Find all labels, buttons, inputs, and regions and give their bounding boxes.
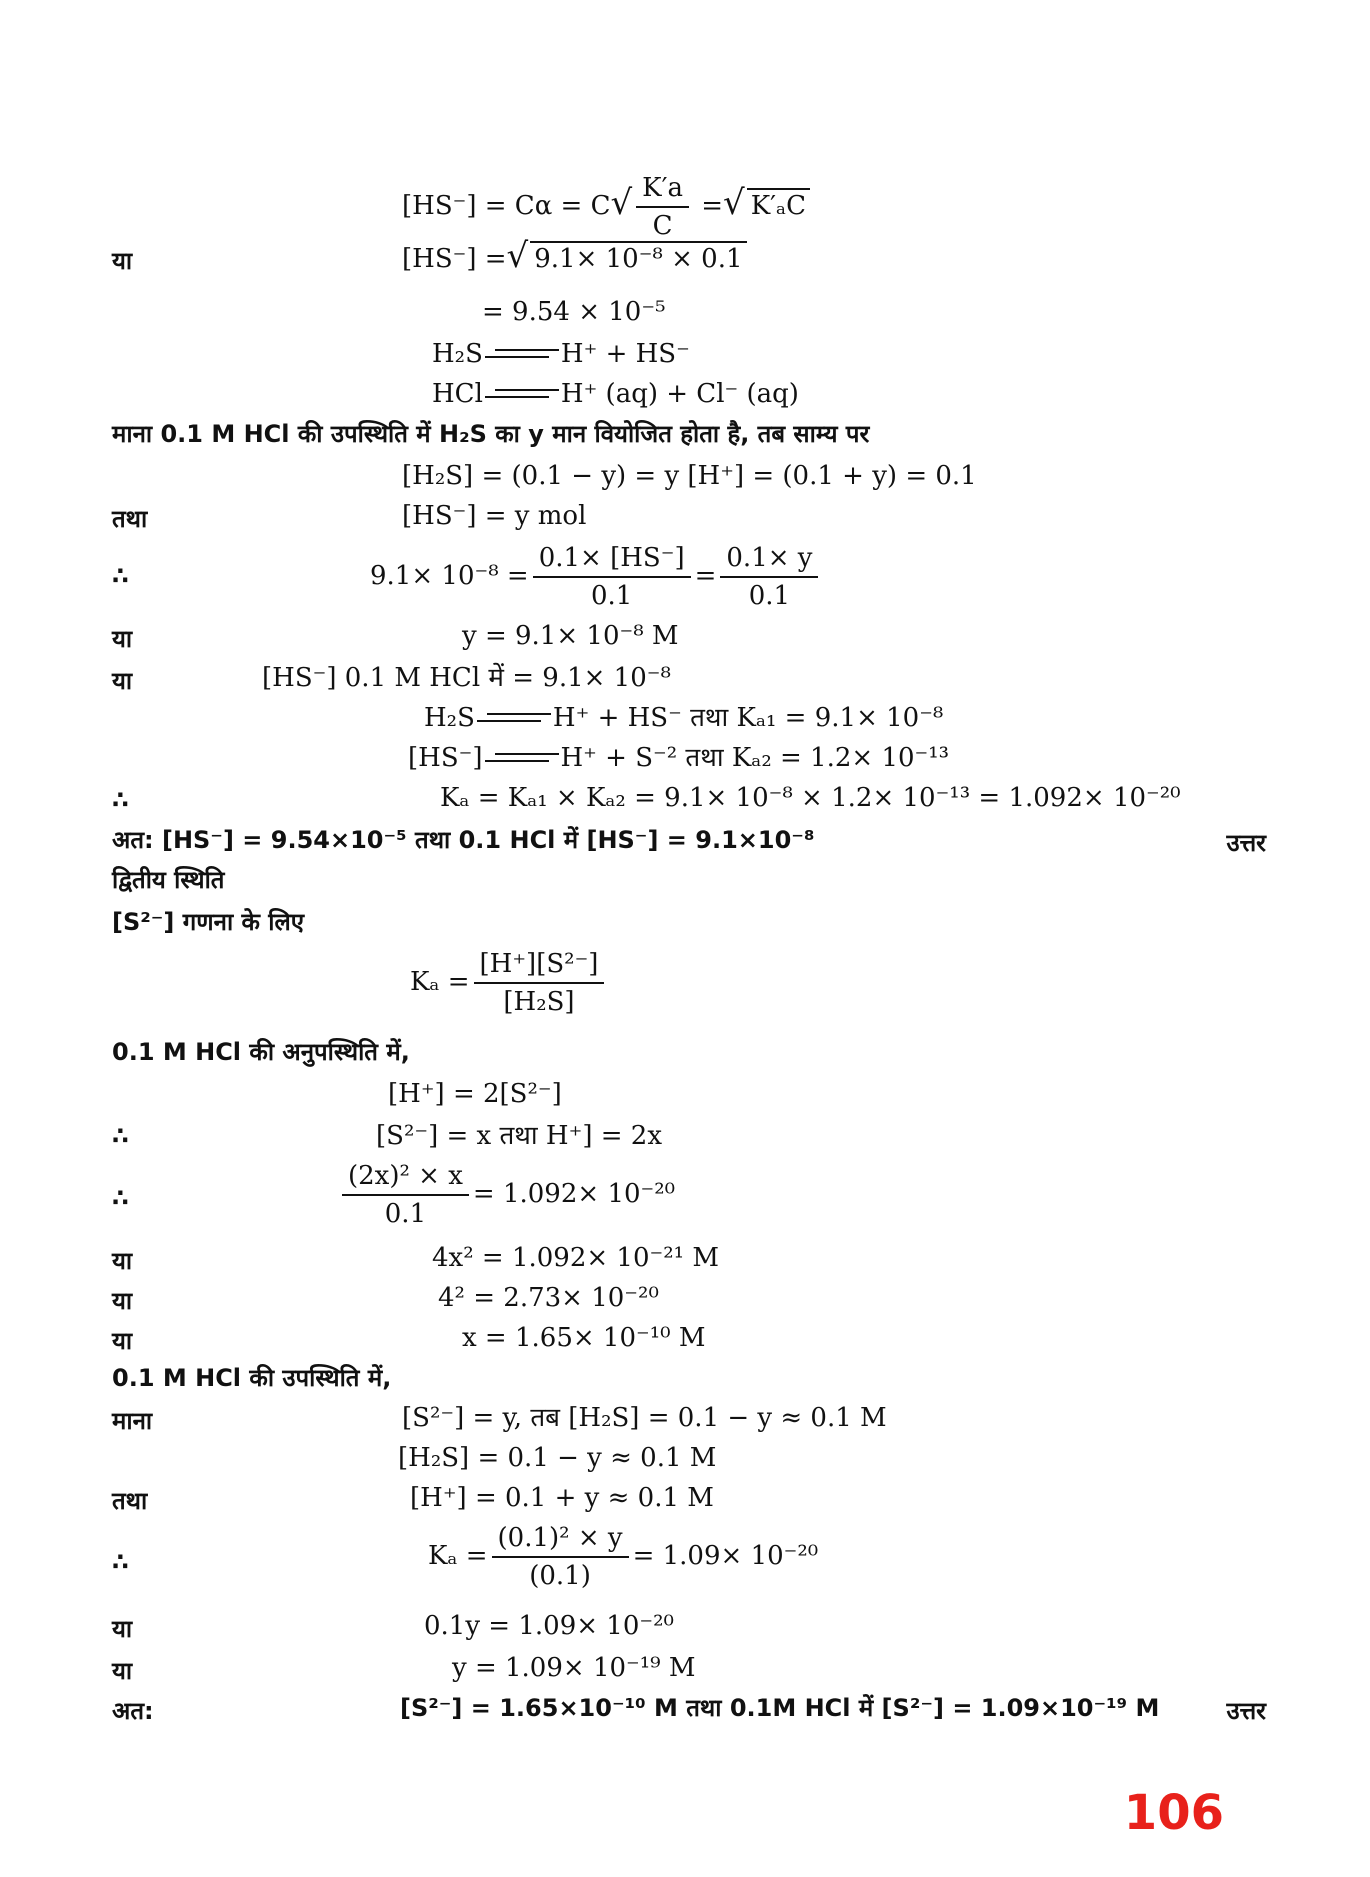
label-therefore: ∴: [112, 1184, 129, 1212]
page-number: 106: [1123, 1785, 1224, 1841]
label-ya: या: [112, 625, 133, 653]
equation-ka-y: Kₐ = $\frac{\text{(0.1)² × y}}{(0.1)}$ = 1.09× 10⁻²⁰: [428, 1523, 819, 1591]
text-absence: 0.1 M HCl की अनुपस्थिति में,: [112, 1038, 410, 1066]
label-ya: या: [112, 1287, 133, 1315]
label-mana: माना: [112, 1407, 153, 1435]
fraction: $\frac{0.1\times [HS^-]}{0.1}$: [533, 542, 691, 612]
equilibrium-hcl: HCl H⁺ (aq) + Cl⁻ (aq): [432, 379, 799, 409]
text-s2-calc: [S²⁻] गणना के लिए: [112, 908, 305, 936]
equation-y-value: y = 9.1× 10⁻⁸ M: [462, 621, 679, 651]
label-ya: या: [112, 1327, 133, 1355]
section-heading: द्वितीय स्थिति: [112, 866, 225, 894]
equation-h-plus: [H⁺] = 2[S²⁻]: [388, 1079, 562, 1109]
equation-x-fraction: $\frac{\text{(2x)² × x}}{0.1}$ = 1.092× 10⁻²⁰: [338, 1160, 675, 1230]
equation-h2s-conc: [H₂S] = (0.1 − y) = y [H⁺] = (0.1 + y) = 0.1: [402, 461, 977, 491]
equation-ka-definition: Kₐ = $\frac{\text{[H⁺][S²⁻]}}{\text{[H₂S]}}$: [410, 948, 608, 1018]
equation-h2s-approx: [H₂S] = 0.1 − y ≈ 0.1 M: [398, 1443, 717, 1473]
answer-mark: उत्तर: [1226, 829, 1266, 857]
text-assume: माना 0.1 M HCl की उपस्थिति में H₂S का y मान वियोजित होता है, तब साम्य पर: [112, 420, 870, 448]
equilibrium-h2s: H₂S H⁺ + HS⁻: [432, 339, 690, 369]
answer-mark: उत्तर: [1226, 1697, 1266, 1725]
label-ya: या: [112, 1615, 133, 1643]
result-second-case: [S²⁻] = 1.65×10⁻¹⁰ M तथा 0.1M HCl में [S²⁻] = 1.09×10⁻¹⁹ M: [400, 1694, 1160, 1722]
equation-hs-sqrt: [HS⁻] =√ 9.1× 10⁻⁸ × 0.1: [402, 240, 747, 275]
equation-h-approx: [H⁺] = 0.1 + y ≈ 0.1 M: [410, 1483, 714, 1513]
fraction: $\frac{\text{(0.1)² × y}}{(0.1)}$: [492, 1522, 629, 1592]
fraction: $\frac{\text{[H⁺][S²⁻]}}{\text{[H₂S]}}$: [474, 948, 605, 1018]
result-first-case: अत: [HS⁻] = 9.54×10⁻⁵ तथा 0.1 HCl में [HS⁻] = 9.1×10⁻⁸: [112, 826, 815, 854]
label-ya: या: [112, 667, 133, 695]
equation-hs-ymol: [HS⁻] = y mol: [402, 501, 587, 531]
equation-s2-y: [S²⁻] = y, तब [H₂S] = 0.1 − y ≈ 0.1 M: [402, 1403, 887, 1433]
equation-0-1y: 0.1y = 1.09× 10⁻²⁰: [424, 1611, 674, 1641]
label-tatha: तथा: [112, 505, 148, 533]
equilibrium-ka1: H₂S H⁺ + HS⁻ तथा Kₐ₁ = 9.1× 10⁻⁸: [424, 703, 944, 733]
equation-4-squared: 4² = 2.73× 10⁻²⁰: [438, 1283, 659, 1313]
text-presence: 0.1 M HCl की उपस्थिति में,: [112, 1364, 392, 1392]
label-therefore: ∴: [112, 562, 129, 590]
equation-hs-concentration: [HS⁻] = Cα = C√ $\frac{K'a}{C}$ =√ K′ₐC: [402, 172, 810, 242]
label-therefore: ∴: [112, 1122, 129, 1150]
equation-ka-fraction: 9.1× 10⁻⁸ = $\frac{0.1\times [HS^-]}{0.1}$ = $\frac{0.1\times y}{0.1}$: [370, 542, 822, 612]
equation-y-final: y = 1.09× 10⁻¹⁹ M: [452, 1653, 696, 1683]
equation-ka-product: Kₐ = Kₐ₁ × Kₐ₂ = 9.1× 10⁻⁸ × 1.2× 10⁻¹³ = 1.092× 10⁻²⁰: [440, 783, 1181, 813]
label-atah: अत:: [112, 1697, 154, 1725]
fraction: $\frac{K'a}{C}$: [636, 172, 689, 242]
label-ya: या: [112, 1657, 133, 1685]
equilibrium-arrow-icon: [483, 389, 561, 398]
fraction: $\frac{\text{(2x)² × x}}{0.1}$: [342, 1160, 469, 1230]
equilibrium-arrow-icon: [475, 713, 553, 722]
label-ya: या: [112, 247, 133, 275]
equation-4x2: 4x² = 1.092× 10⁻²¹ M: [432, 1243, 719, 1273]
equilibrium-ka2: [HS⁻] H⁺ + S⁻² तथा Kₐ₂ = 1.2× 10⁻¹³: [408, 743, 950, 773]
label-ya: या: [112, 1247, 133, 1275]
label-tatha: तथा: [112, 1487, 148, 1515]
equilibrium-arrow-icon: [483, 349, 561, 358]
label-therefore: ∴: [112, 786, 129, 814]
fraction: $\frac{0.1\times y}{0.1}$: [720, 542, 818, 612]
label-therefore: ∴: [112, 1548, 129, 1576]
equation-x-value: x = 1.65× 10⁻¹⁰ M: [462, 1323, 706, 1353]
equilibrium-arrow-icon: [483, 753, 561, 762]
equation-s2-x: [S²⁻] = x तथा H⁺] = 2x: [376, 1121, 662, 1151]
equation-hs-in-hcl: [HS⁻] 0.1 M HCl में = 9.1× 10⁻⁸: [262, 663, 671, 693]
equation-hs-value: = 9.54 × 10⁻⁵: [482, 297, 666, 327]
